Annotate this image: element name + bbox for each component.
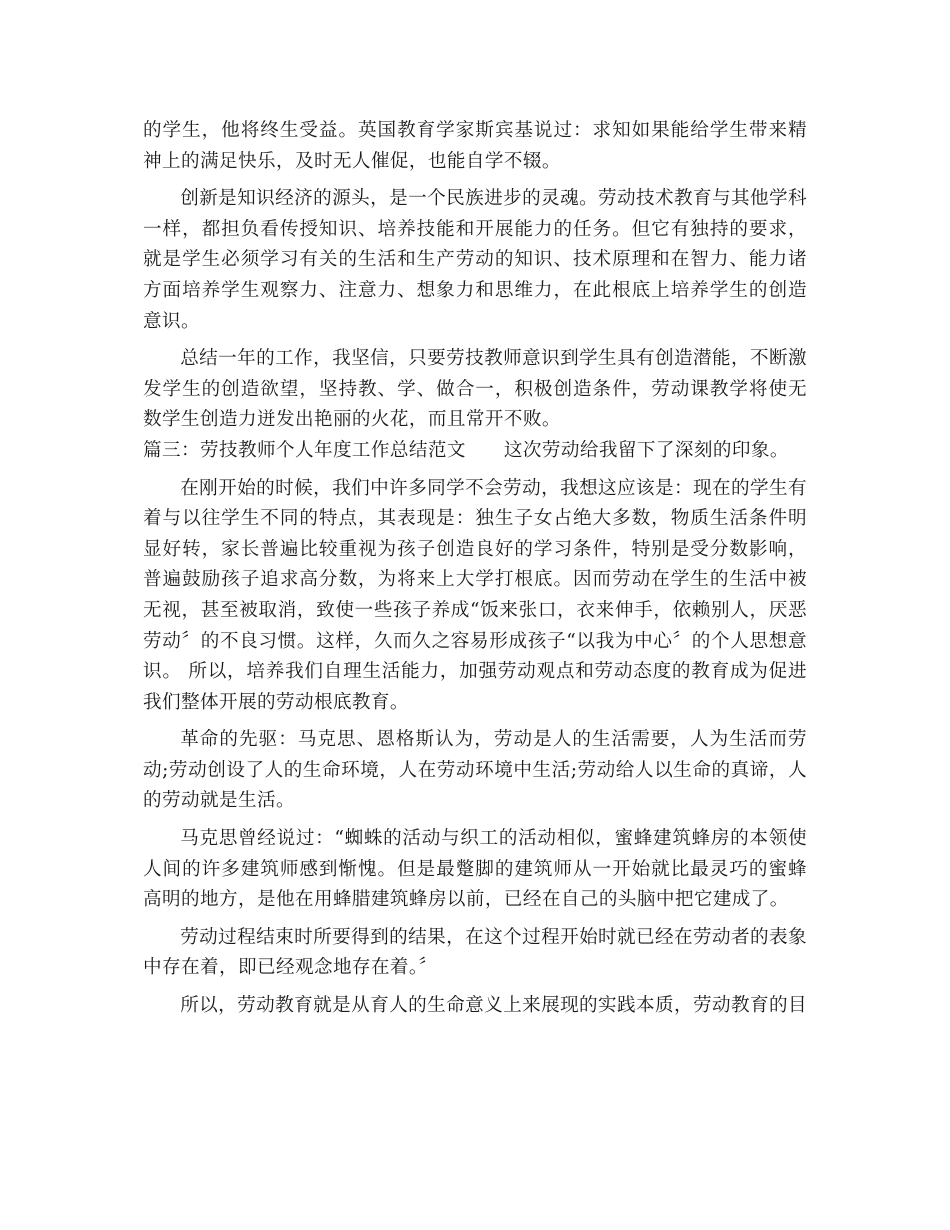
section-heading-title: 篇三：劳技教师个人年度工作总结范文: [143, 439, 466, 461]
section-heading: [143, 436, 807, 467]
paragraph-marx-quote: 马克思曾经说过：“蜘蛛的活动与织工的活动相似，蜜蜂建筑蜂房的本领使人间的许多建筑师感到惭愧。但是最蹩脚的建筑师从一开始就比最灵巧的蜜蜂高明的地方，是他在用蜂腊建筑蜂房以前，已经在自己的头脑中把它建成了。: [143, 828, 807, 911]
paragraph-summary: 总结一年的工作，我坚信，只要劳技教师意识到学生具有创造潜能，不断激发学生的创造欲望，坚持教、学、做合一，积极创造条件，劳动课教学将使无数学生创造力迸发出艳丽的火花，而且常开不败。: [143, 348, 807, 431]
paragraph-labor-education: 所以，劳动教育就是从育人的生命意义上来展现的实践本质，劳动教育的目: [180, 995, 807, 1017]
paragraph-innovation: 创新是知识经济的源头，是一个民族进步的灵魂。劳动技术教育与其他学科一样，都担负看传授知识、培养技能和开展能力的任务。但它有独持的要求，就是学生必须学习有关的生活和生产劳动的知识、技术原理和在智力、能力诸方面培养学生观察力、注意力、想象力和思维力，在此根底上培养学生的创造意识。: [143, 188, 807, 332]
section-heading-lead: 这次劳动给我留下了深刻的印象。: [503, 439, 789, 461]
document-page: [143, 116, 807, 1022]
paragraph-continuation: 的学生，他将终生受益。英国教育学家斯宾基说过：求知如果能给学生带来精神上的满足快乐，及时无人催促，也能自学不辍。: [143, 120, 807, 172]
paragraph-labor-process: 劳动过程结束时所要得到的结果，在这个过程开始时就已经在劳动者的表象中存在着，即已经观念地存在着。〞: [143, 926, 807, 979]
paragraph-marx-engels: 革命的先驱：马克思、恩格斯认为，劳动是人的生活需要，人为生活而劳动;劳动创设了人的生命环境，人在劳动环境中生活;劳动给人以生命的真谛，人的劳动就是生活。: [143, 729, 807, 812]
paragraph-students: 在刚开始的时候，我们中许多同学不会劳动，我想这应该是：现在的学生有着与以往学生不同的特点，其表现是：独生子女占绝大多数，物质生活条件明显好转，家长普遍比较重视为孩子创造良好的学习条件，特别是受分数影响，普遍鼓励孩子追求高分数，为将来上大学打根底。因而劳动在学生的生活中被无视，甚至被取消，致使一些孩子养成“饭来张口，衣来伸手，依赖别人，厌恶劳动〞的不良习惯。这样，久而久之容易形成孩子“以我为中心〞的个人思想意识。 所以，培养我们自理生活能力，加强劳动观点和劳动态度的教育成为促进我们整体开展的劳动根底教育。: [143, 477, 807, 713]
